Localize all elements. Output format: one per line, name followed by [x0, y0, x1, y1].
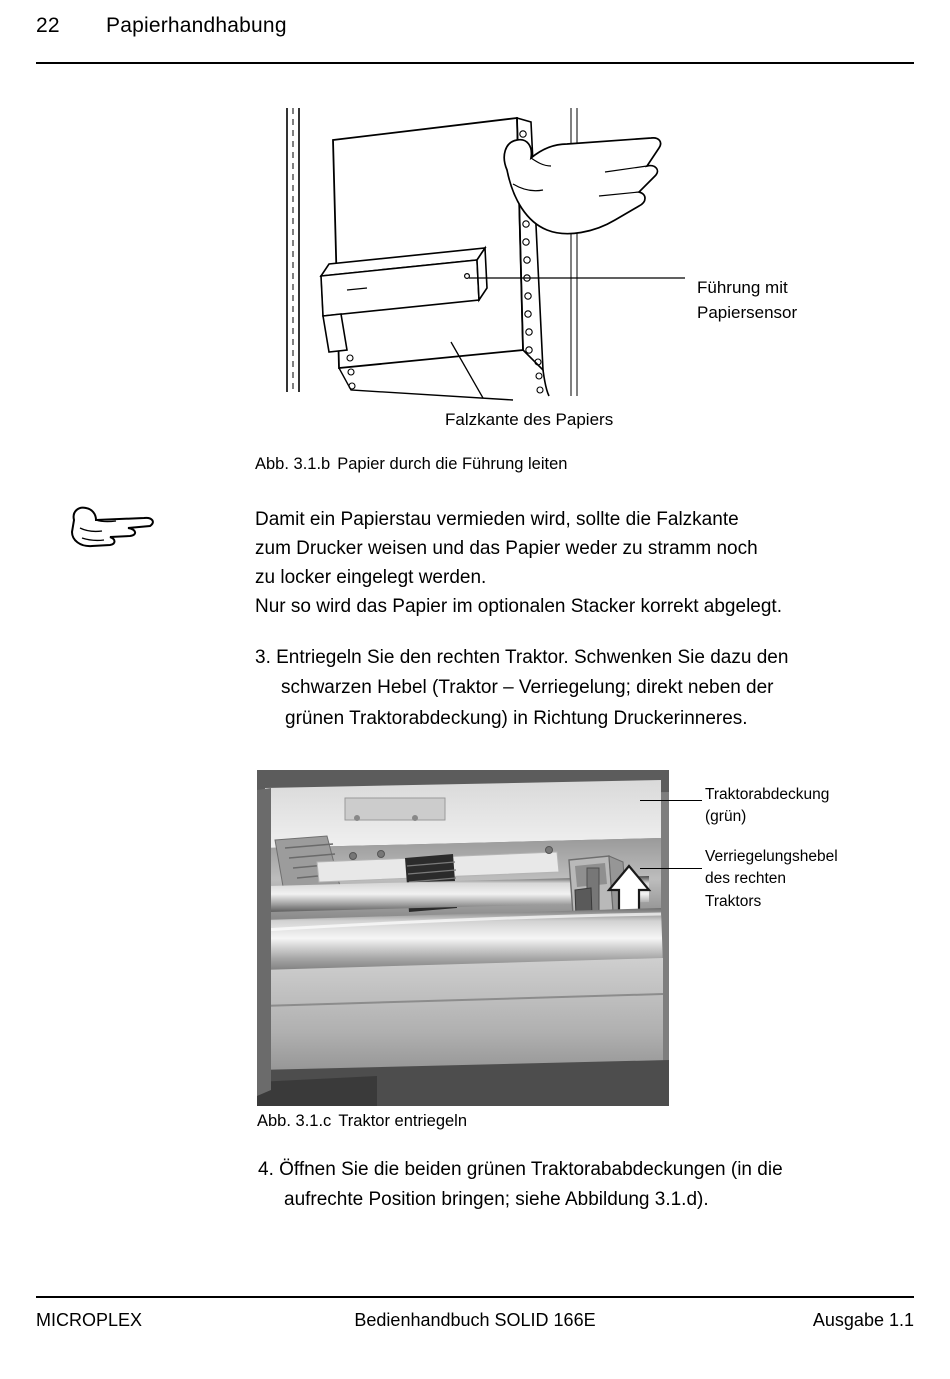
figure-paper-guide-illustration [255, 100, 855, 410]
figure1-caption-number: Abb. 3.1.b [255, 455, 331, 473]
figure2-label-lever-line3: Traktors [705, 892, 762, 910]
note-line-4: Nur so wird das Papier im optionalen Stacker korrekt abgelegt. [255, 595, 782, 617]
page-header [36, 14, 914, 54]
step-3-line-3: grünen Traktorabdeckung) in Richtung Druckerinneres. [285, 707, 748, 729]
footer-brand: MICROPLEX [36, 1310, 143, 1330]
step-3 [255, 643, 875, 734]
figure2-caption-number: Abb. 3.1.c [257, 1112, 332, 1130]
chapter-title: Papierhandhabung [106, 14, 287, 37]
figure2-caption-text: Traktor entriegeln [338, 1112, 468, 1130]
step-4-line-2: aufrechte Position bringen; siehe Abbildung 3.1.d). [284, 1189, 709, 1211]
figure2-label-cover-line1: Traktorabdeckung [705, 786, 830, 803]
figure2-label-cover-line2: (grün) [705, 808, 747, 826]
figure2-caption [257, 1112, 467, 1131]
footer-edition: Ausgabe 1.1 [812, 1310, 914, 1330]
note-paragraph [255, 506, 875, 622]
page-number: 22 [36, 14, 60, 37]
step-4-line-1: 4. Öffnen Sie die beiden grünen Traktorababdeckungen (in die [258, 1159, 783, 1180]
figure1-label-guide-line1: Führung mit [697, 278, 788, 297]
step-4 [258, 1155, 878, 1216]
figure1-caption-text: Papier durch die Führung leiten [337, 455, 568, 473]
note-line-3: zu locker eingelegt werden. [255, 566, 487, 588]
figure-tractor-photo [257, 770, 669, 1106]
pointing-hand-icon [66, 500, 166, 552]
footer-title: Bedienhandbuch SOLID 166E [354, 1310, 596, 1330]
figure2-label-lever-line1: Verriegelungshebel [705, 848, 838, 865]
note-line-1: Damit ein Papierstau vermieden wird, sollte die Falzkante [255, 509, 739, 530]
page-footer [36, 1310, 914, 1338]
note-line-2: zum Drucker weisen und das Papier weder zu stramm noch [255, 537, 758, 559]
figure2-label-cover [705, 784, 829, 829]
figure1-label-guide-line2: Papiersensor [697, 302, 798, 322]
figure2-label-lever [705, 846, 838, 913]
figure1-caption [255, 455, 567, 474]
footer-divider [36, 1296, 914, 1298]
step-3-line-1: 3. Entriegeln Sie den rechten Traktor. Schwenken Sie dazu den [255, 647, 789, 668]
step-3-line-2: schwarzen Hebel (Traktor – Verriegelung; direkt neben der [281, 677, 774, 699]
figure1-label-fold-edge: Falzkante des Papiers [445, 410, 614, 429]
header-divider [36, 62, 914, 64]
figure2-leader-line-cover [640, 800, 702, 801]
figure2-leader-line-lever [640, 868, 702, 869]
figure2-label-lever-line2: des rechten [705, 870, 786, 888]
figure1-label-guide [697, 276, 797, 325]
